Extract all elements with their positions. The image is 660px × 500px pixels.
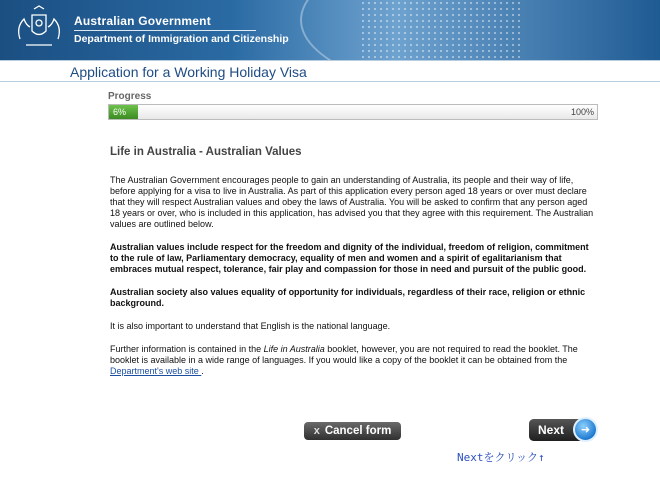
application-header <box>0 60 660 82</box>
page-title: Application for a Working Holiday Visa <box>70 64 307 80</box>
close-icon: x <box>313 425 320 437</box>
department-title: Department of Immigration and Citizenship <box>74 33 289 45</box>
booklet-text-a: Further information is contained in the <box>110 344 264 354</box>
progress-bar-fill <box>109 105 138 119</box>
next-click-annotation: Nextをクリック↑ <box>457 451 545 464</box>
cancel-form-label: Cancel form <box>324 425 392 437</box>
intro-paragraph: The Australian Government encourages people to gain an understanding of Australia, its people and their way of life, before applying for a visa to live in Australia. As part of this application every person aged 18 years or over must declare that they will respect Australian values and obey the laws of Australia. You will be asked to confirm that any person aged 18 years or over, who is included in this application, has advised you that they agree with this requirement. The Australian values are outlined below. <box>110 175 594 229</box>
main-content <box>110 147 595 389</box>
booklet-title: Life in Australia <box>263 344 325 354</box>
banner-divider <box>74 30 256 31</box>
progress-bar <box>108 104 598 120</box>
progress-label: Progress <box>108 91 152 102</box>
progress-value: 6% <box>113 107 127 117</box>
language-paragraph: It is also important to understand that English is the national language. <box>110 321 391 331</box>
government-banner <box>0 0 660 60</box>
next-button[interactable] <box>529 419 595 441</box>
section-title: Life in Australia - Australian Values <box>110 146 302 158</box>
equality-paragraph: Australian society also values equality of opportunity for individuals, regardless of their race, religion or ethnic background. <box>110 287 586 308</box>
cancel-form-button[interactable] <box>304 422 401 440</box>
government-title: Australian Government <box>74 14 211 28</box>
booklet-paragraph <box>110 344 595 377</box>
arrow-right-icon: ➜ <box>573 417 598 442</box>
department-website-link[interactable]: Department's web site <box>110 366 202 376</box>
booklet-text-end: . <box>201 366 204 376</box>
banner-map-dots <box>360 0 520 60</box>
coat-of-arms-icon <box>12 5 66 53</box>
next-label: Next <box>538 423 565 437</box>
progress-max: 100% <box>570 107 594 117</box>
values-paragraph: Australian values include respect for the freedom and dignity of the individual, freedom of religion, commitment to the rule of law, Parliamentary democracy, equality of men and women and a spirit of egalitarianism that embraces mutual respect, tolerance, fair play and compassion for those in need and pursuit of the public good. <box>110 242 589 274</box>
booklet-text-b: booklet, however, you are not required to read the booklet. The booklet is available in a wide range of languages. If you would like a copy of the booklet it can be obtained from the <box>110 344 578 365</box>
